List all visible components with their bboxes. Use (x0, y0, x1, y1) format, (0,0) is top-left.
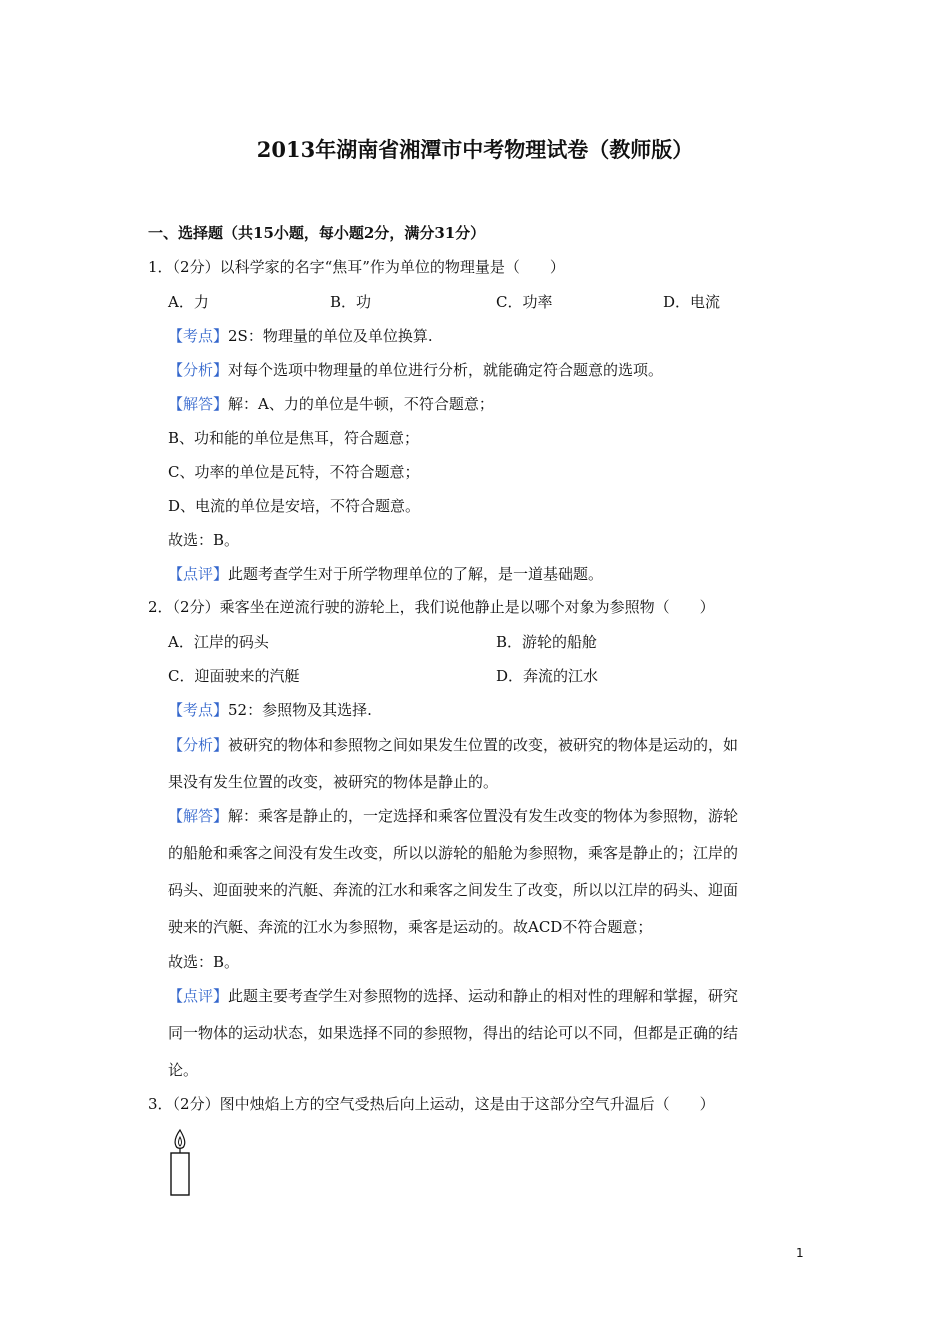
q1-jieda (168, 394, 494, 414)
q1-kaodian (168, 326, 433, 346)
q1-answer-line: B、功和能的单位是焦耳，符合题意； (168, 429, 420, 447)
q2-dianping-text: 此题主要考查学生对参照物的选择、运动和静止的相对性的理解和掌握，研究 (228, 987, 739, 1005)
kaodian-tag: 【考点】 (168, 701, 229, 719)
q2-jieda-cont: 码头、迎面驶来的汽艇、奔流的江水和乘客之间发生了改变，所以以江岸的码头、迎面 (168, 881, 739, 899)
q2-fenxi-text: 被研究的物体和参照物之间如果发生位置的改变，被研究的物体是运动的，如 (228, 736, 739, 754)
dianping-tag: 【点评】 (168, 565, 229, 583)
candle-body-icon (171, 1153, 189, 1195)
q2-dianping-cont: 论。 (168, 1061, 199, 1079)
q2-jieda-text: 解：乘客是静止的，一定选择和乘客位置没有发生改变的物体为参照物，游轮 (228, 807, 739, 825)
q2-jieda-cont: 的船舱和乘客之间没有发生改变，所以以游轮的船舱为参照物，乘客是静止的；江岸的 (168, 844, 739, 862)
q2-option-b: B．游轮的船舱 (496, 633, 598, 651)
fenxi-tag: 【分析】 (168, 736, 229, 754)
page-title: 2013年湖南省湘潭市中考物理试卷（教师版） (256, 137, 694, 162)
q1-option-d: D．电流 (663, 293, 721, 311)
q1-answer-line: D、电流的单位是安培，不符合题意。 (168, 497, 421, 515)
q1-option-a: A．力 (168, 293, 209, 311)
kaodian-tag: 【考点】 (168, 327, 229, 345)
section-heading: 一、选择题（共15小题，每小题2分，满分31分） (148, 224, 486, 242)
q1-option-c: C．功率 (496, 293, 553, 311)
q2-option-c: C．迎面驶来的汽艇 (168, 667, 300, 685)
q2-jieda-cont: 驶来的汽艇、奔流的江水为参照物，乘客是运动的。故ACD不符合题意； (168, 918, 653, 936)
q2-option-a: A．江岸的码头 (168, 633, 269, 651)
q2-fenxi (168, 735, 738, 755)
candle-figure (168, 1128, 194, 1198)
q1-answer-line: C、功率的单位是瓦特，不符合题意； (168, 463, 420, 481)
jieda-tag: 【解答】 (168, 807, 229, 825)
q1-stem: 1．（2分）以科学家的名字“焦耳”作为单位的物理量是（ ） (148, 258, 565, 276)
q1-fenxi (168, 360, 663, 380)
q2-dianping (168, 986, 738, 1006)
q1-dianping-text: 此题考查学生对于所学物理单位的了解，是一道基础题。 (228, 565, 604, 583)
q2-kaodian (168, 700, 372, 720)
page-number: 1 (796, 1246, 804, 1260)
q2-choice: 故选：B。 (168, 953, 240, 971)
q2-jieda (168, 806, 738, 826)
q1-choice: 故选：B。 (168, 531, 240, 549)
q2-kaodian-text: 52：参照物及其选择. (228, 701, 372, 719)
q2-option-d: D．奔流的江水 (496, 667, 599, 685)
q2-dianping-cont: 同一物体的运动状态，如果选择不同的参照物，得出的结论可以不同，但都是正确的结 (168, 1024, 739, 1042)
q1-kaodian-text: 2S：物理量的单位及单位换算. (228, 327, 433, 345)
q3-stem: 3．（2分）图中烛焰上方的空气受热后向上运动，这是由于这部分空气升温后（ ） (148, 1095, 715, 1113)
q2-fenxi-cont: 果没有发生位置的改变，被研究的物体是静止的。 (168, 773, 499, 791)
q1-dianping (168, 564, 603, 584)
q1-option-b: B．功 (330, 293, 372, 311)
q1-fenxi-text: 对每个选项中物理量的单位进行分析，就能确定符合题意的选项。 (228, 361, 664, 379)
q1-jieda-text: 解：A、力的单位是牛顿，不符合题意； (228, 395, 494, 413)
fenxi-tag: 【分析】 (168, 361, 229, 379)
q2-stem: 2．（2分）乘客坐在逆流行驶的游轮上，我们说他静止是以哪个对象为参照物（ ） (148, 598, 715, 616)
dianping-tag: 【点评】 (168, 987, 229, 1005)
jieda-tag: 【解答】 (168, 395, 229, 413)
